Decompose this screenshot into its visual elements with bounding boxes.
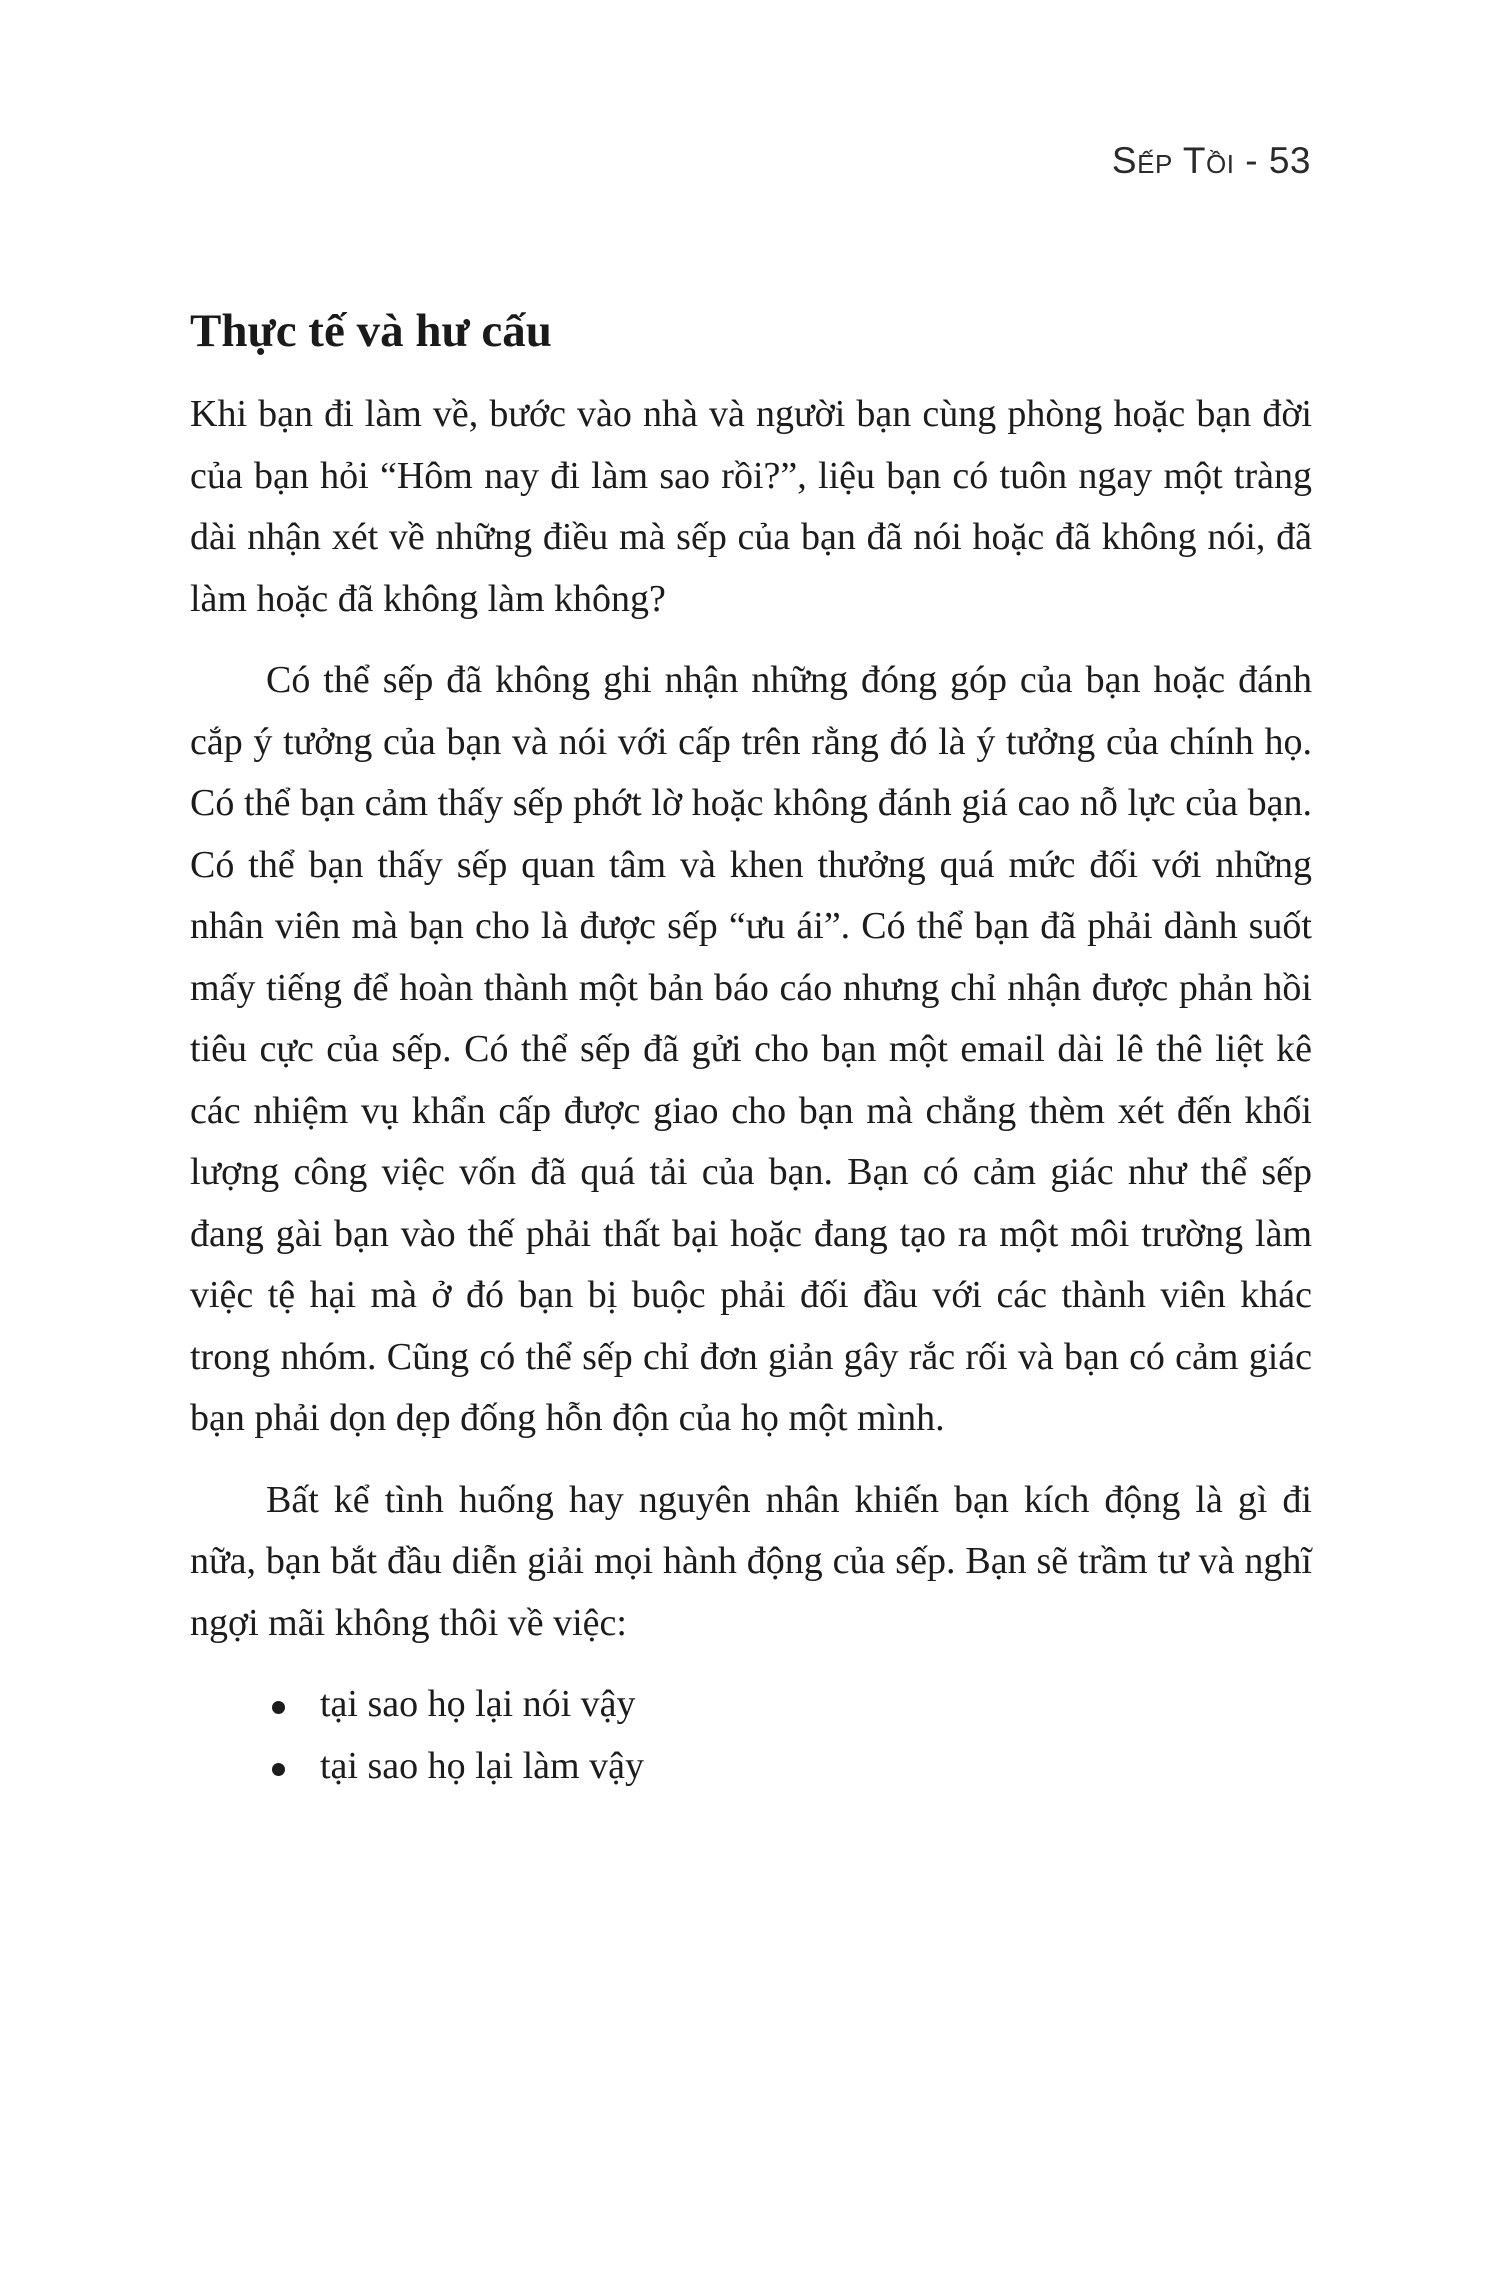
paragraph-3: Bất kể tình huống hay nguyên nhân khiến bạn kích động là gì đi nữa, bạn bắt đầu diễn giải mọi hành động của sếp. Bạn sẽ trầm tư và nghĩ ngợi mãi không thôi về việc: <box>190 1478 1312 1644</box>
bullet-dot-icon <box>272 1701 285 1714</box>
section-title: Thực tế và hư cấu <box>190 305 552 357</box>
bullet-text: tại sao họ lại làm vậy <box>320 1744 644 1787</box>
running-title: Sếp Tồi <box>1111 140 1235 181</box>
running-header <box>1112 140 1311 182</box>
bullet-item <box>190 1674 1312 1736</box>
bullet-text: tại sao họ lại nói vậy <box>320 1683 636 1725</box>
header-separator: - <box>1234 140 1269 181</box>
bullet-dot-icon <box>272 1763 285 1776</box>
page-number: 53 <box>1268 140 1311 181</box>
paragraph-2: Có thể sếp đã không ghi nhận những đóng góp của bạn hoặc đánh cắp ý tưởng của bạn và nói với cấp trên rằng đó là ý tưởng của chính họ. Có thể bạn cảm thấy sếp phớt lờ hoặc không đánh giá cao nỗ lực của bạn. Có thể bạn thấy sếp quan tâm và khen thưởng quá mức đối với những nhân viên mà bạn cho là được sếp “ưu ái”. Có thể bạn đã phải dành suốt mấy tiếng để hoàn thành một bản báo cáo nhưng chỉ nhận được phản hồi tiêu cực của sếp. Có thể sếp đã gửi cho bạn một email dài lê thê liệt kê các nhiệm vụ khẩn cấp được giao cho bạn mà chẳng thèm xét đến khối lượng công việc vốn đã quá tải của bạn. Bạn có cảm giác như thể sếp đang gài bạn vào thế phải thất bại hoặc đang tạo ra một môi trường làm việc tệ hại mà ở đó bạn bị buộc phải đối đầu với các thành viên khác trong nhóm. Cũng có thể sếp chỉ đơn giản gây rắc rối và bạn có cảm giác bạn phải dọn dẹp đống hỗn độn của họ một mình. <box>190 659 1312 1439</box>
paragraph-1: Khi bạn đi làm về, bước vào nhà và người bạn cùng phòng hoặc bạn đời của bạn hỏi “Hôm nay đi làm sao rồi?”, liệu bạn có tuôn ngay một tràng dài nhận xét về những điều mà sếp của bạn đã nói hoặc đã không nói, đã làm hoặc đã không làm không? <box>190 393 1312 620</box>
bullet-item <box>190 1736 1312 1798</box>
page-content <box>190 300 1312 1797</box>
bullet-list <box>190 1674 1312 1797</box>
